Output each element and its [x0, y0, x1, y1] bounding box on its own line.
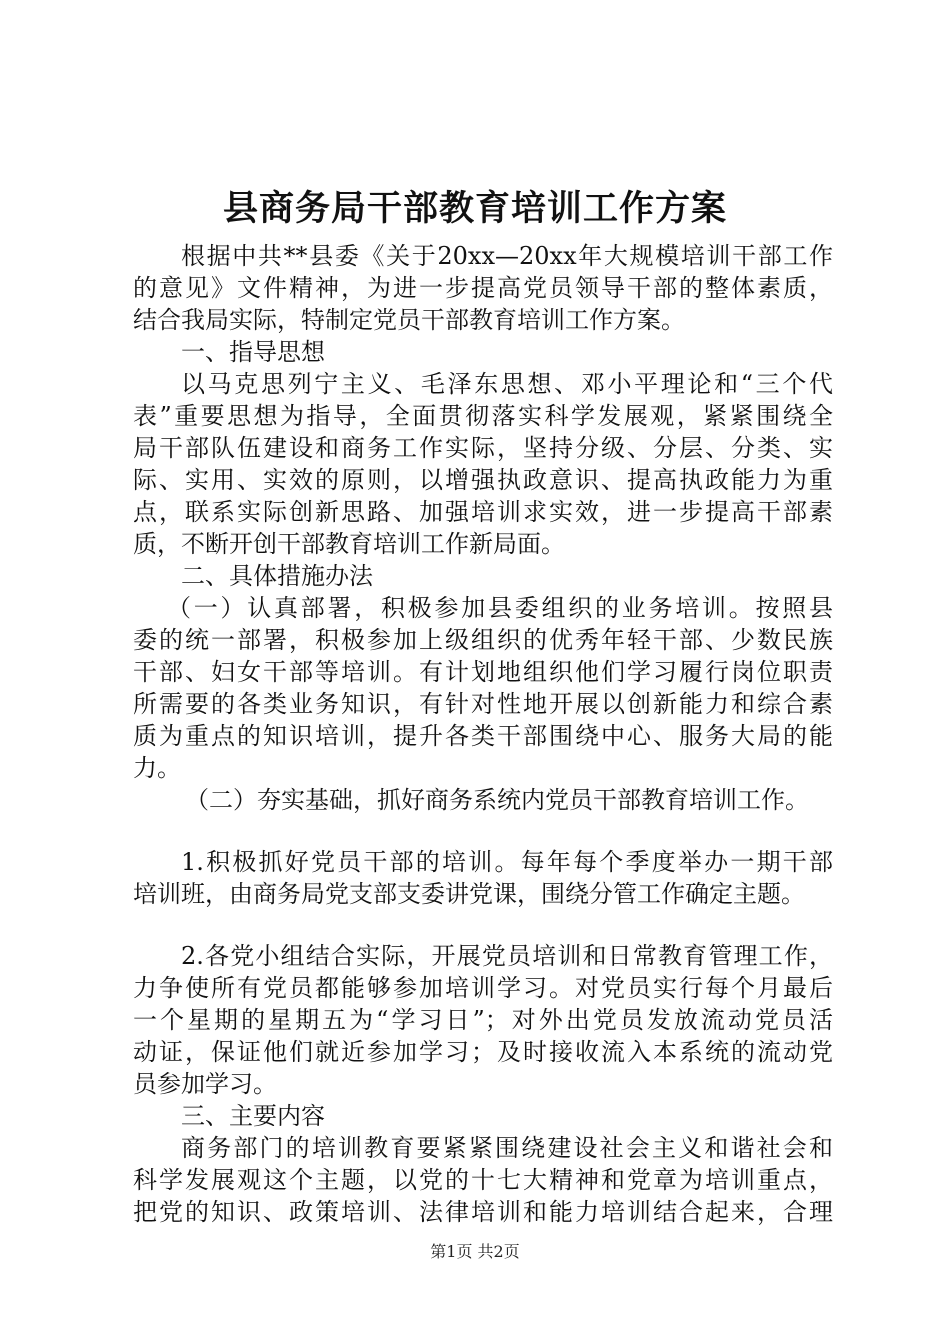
- list-item-line: 一个星期的星期五为“学习日”；对外出党员发放流动党员活: [133, 1006, 833, 1034]
- paragraph-line: 表”重要思想为指导，全面贯彻落实科学发展观，紧紧围绕全: [133, 402, 833, 430]
- document-title: 县商务局干部教育培训工作方案: [222, 188, 727, 229]
- list-item-line: 员参加学习。: [133, 1070, 277, 1098]
- paragraph-line: 委的统一部署，积极参加上级组织的优秀年轻干部、少数民族: [133, 626, 833, 654]
- paragraph-line: 商务部门的培训教育要紧紧围绕建设社会主义和谐社会和: [181, 1134, 833, 1162]
- paragraph-line: 结合我局实际，特制定党员干部教育培训工作方案。: [133, 306, 685, 334]
- subsection-heading: （二）夯实基础，抓好商务系统内党员干部教育培训工作。: [185, 786, 809, 814]
- paragraph-line: 局干部队伍建设和商务工作实际，坚持分级、分层、分类、实: [133, 434, 833, 462]
- paragraph-line: 以马克思列宁主义、毛泽东思想、邓小平理论和“三个代: [181, 370, 833, 398]
- list-item-line: 1.积极抓好党员干部的培训。每年每个季度举办一期干部: [181, 848, 833, 876]
- list-item-line: 力争使所有党员都能够参加培训学习。对党员实行每个月最后: [133, 974, 833, 1002]
- document-body: [133, 240, 833, 1228]
- paragraph-line: 的意见》文件精神，为进一步提高党员领导干部的整体素质，: [133, 274, 833, 302]
- list-item-line: 培训班，由商务局党支部支委讲党课，围绕分管工作确定主题。: [133, 880, 805, 908]
- paragraph-line: 力。: [133, 754, 181, 782]
- paragraph-gap: [133, 910, 833, 940]
- paragraph-line: 科学发展观这个主题，以党的十七大精神和党章为培训重点，: [133, 1166, 833, 1194]
- paragraph-line: 干部、妇女干部等培训。有计划地组织他们学习履行岗位职责: [133, 658, 833, 686]
- paragraph-line: 点，联系实际创新思路、加强培训求实效，进一步提高干部素: [133, 498, 833, 526]
- paragraph-line: （一）认真部署，积极参加县委组织的业务培训。按照县: [167, 594, 833, 622]
- section-heading: 一、指导思想: [181, 338, 325, 366]
- paragraph-line: 际、实用、实效的原则，以增强执政意识、提高执政能力为重: [133, 466, 833, 494]
- paragraph-line: 质为重点的知识培训，提升各类干部围绕中心、服务大局的能: [133, 722, 833, 750]
- list-item-line: 2.各党小组结合实际，开展党员培训和日常教育管理工作，: [181, 942, 833, 970]
- section-heading: 三、主要内容: [181, 1102, 325, 1130]
- paragraph-line: 根据中共**县委《关于20xx—20xx年大规模培训干部工作: [181, 242, 833, 270]
- page-footer: 第1页 共2页: [430, 1242, 520, 1261]
- paragraph-line: 把党的知识、政策培训、法律培训和能力培训结合起来，合理: [133, 1198, 833, 1226]
- paragraph-line: 所需要的各类业务知识，有针对性地开展以创新能力和综合素: [133, 690, 833, 718]
- list-item-line: 动证，保证他们就近参加学习；及时接收流入本系统的流动党: [133, 1038, 833, 1066]
- section-heading: 二、具体措施办法: [181, 562, 373, 590]
- paragraph-gap: [133, 816, 833, 846]
- paragraph-line: 质，不断开创干部教育培训工作新局面。: [133, 530, 565, 558]
